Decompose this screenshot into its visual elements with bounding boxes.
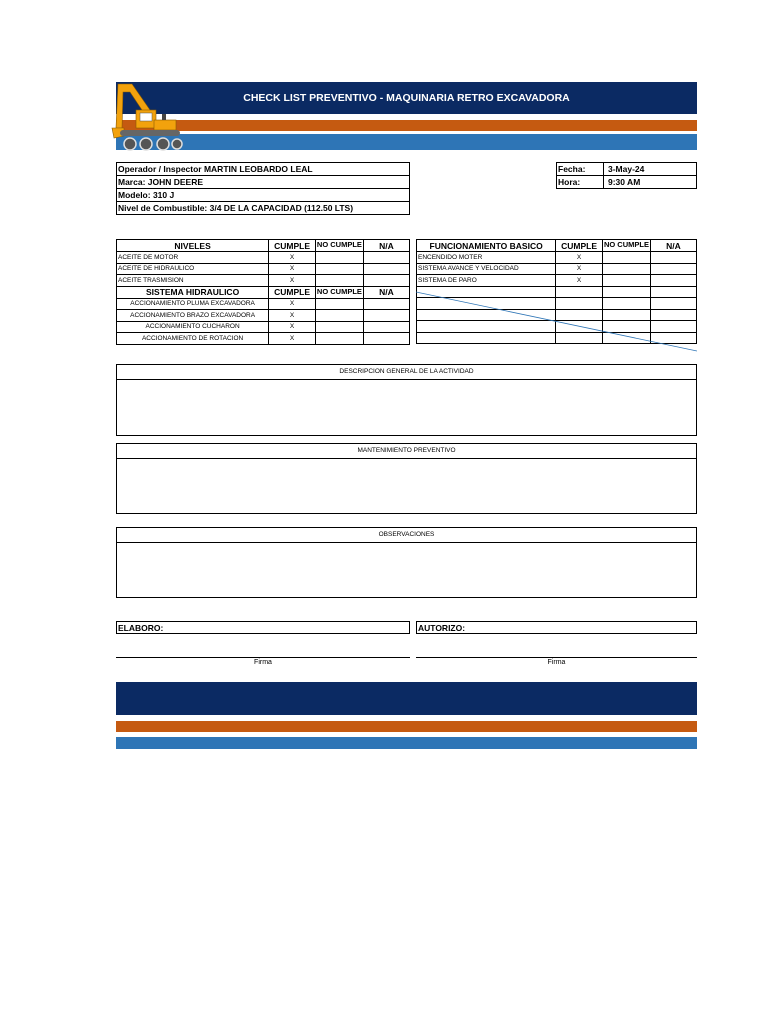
cumple-cell: X (269, 275, 316, 287)
firma-label-left: Firma (254, 659, 272, 666)
no-cumple-cell (315, 321, 363, 333)
date-value: 3-May-24 (604, 163, 697, 176)
row-label: ACEITE DE HIDRAULICO (117, 263, 269, 275)
row-label: SISTEMA AVANCE Y VELOCIDAD (417, 263, 556, 275)
row-label: ACEITE DE MOTOR (117, 252, 269, 264)
table-row (417, 263, 697, 275)
brand-field: Marca: JOHN DEERE (117, 176, 410, 189)
row-label: ACCIONAMIENTO PLUMA EXCAVADORA (117, 298, 269, 310)
row-label: ACCIONAMIENTO DE ROTACION (117, 333, 269, 345)
row-label: ACCIONAMIENTO CUCHARON (117, 321, 269, 333)
time-value: 9:30 AM (604, 176, 697, 189)
operator-field: Operador / Inspector MARTIN LEOBARDO LEAL (117, 163, 410, 176)
cumple-cell: X (556, 263, 603, 275)
col-cumple: CUMPLE (269, 286, 316, 298)
firma-label-right: Firma (547, 659, 566, 666)
cumple-cell: X (556, 275, 603, 287)
model-field: Modelo: 310 J (117, 189, 410, 202)
mantenimiento-heading: MANTENIMIENTO PREVENTIVO (117, 444, 696, 459)
table-row (417, 275, 697, 287)
cumple-cell: X (269, 263, 316, 275)
no-cumple-cell (315, 310, 363, 322)
na-cell (363, 298, 409, 310)
na-cell (650, 275, 696, 287)
table-row (117, 263, 410, 275)
fuel-level-field: Nivel de Combustible: 3/4 DE LA CAPACIDAD (112.50 LTS) (117, 202, 410, 215)
descripcion-box (116, 364, 697, 436)
date-label: Fecha: (557, 163, 604, 176)
na-cell (650, 252, 696, 264)
header-orange-stripe (116, 120, 697, 131)
row-label: ACEITE TRASMISION (117, 275, 269, 287)
observaciones-box (116, 527, 697, 598)
mantenimiento-box (116, 443, 697, 514)
row-label: SISTEMA DE PARO (417, 275, 556, 287)
na-cell (363, 275, 409, 287)
table-row (117, 275, 410, 287)
footer-blue-stripe (116, 737, 697, 749)
table-row (117, 252, 410, 264)
funcionamiento-title: FUNCIONAMIENTO BASICO (417, 240, 556, 252)
cumple-cell: X (556, 252, 603, 264)
na-cell (363, 333, 409, 345)
na-cell (363, 321, 409, 333)
table-row (417, 252, 697, 264)
empty-area-strike-line (416, 291, 697, 353)
footer-navy-band (116, 682, 697, 715)
row-label: ACCIONAMIENTO BRAZO EXCAVADORA (117, 310, 269, 322)
col-na: N/A (650, 240, 696, 252)
cumple-cell: X (269, 321, 316, 333)
row-label: ENCENDIDO MOTER (417, 252, 556, 264)
na-cell (363, 252, 409, 264)
footer-orange-stripe (116, 721, 697, 732)
operator-info-table (116, 162, 410, 215)
firma-line-left (116, 657, 410, 658)
cumple-cell: X (269, 333, 316, 345)
col-no-cumple: NO CUMPLE (602, 240, 650, 252)
time-label: Hora: (557, 176, 604, 189)
niveles-table (116, 239, 410, 345)
table-row (117, 321, 410, 333)
excavator-icon (108, 80, 184, 152)
na-cell (650, 263, 696, 275)
hidraulico-title: SISTEMA HIDRAULICO (117, 286, 269, 298)
no-cumple-cell (315, 275, 363, 287)
no-cumple-cell (315, 298, 363, 310)
col-cumple: CUMPLE (269, 240, 316, 252)
page-title: CHECK LIST PREVENTIVO - MAQUINARIA RETRO EXCAVADORA (243, 92, 570, 104)
header-blue-stripe (116, 134, 697, 150)
firma-line-right (416, 657, 697, 658)
cumple-cell: X (269, 252, 316, 264)
na-cell (363, 310, 409, 322)
col-cumple: CUMPLE (556, 240, 603, 252)
table-row (117, 310, 410, 322)
cumple-cell: X (269, 298, 316, 310)
descripcion-heading: DESCRIPCION GENERAL DE LA ACTIVIDAD (117, 365, 696, 380)
col-na: N/A (363, 240, 409, 252)
no-cumple-cell (602, 252, 650, 264)
table-row (117, 333, 410, 345)
cumple-cell: X (269, 310, 316, 322)
no-cumple-cell (602, 275, 650, 287)
no-cumple-cell (315, 252, 363, 264)
autorizo-field: AUTORIZO: (416, 621, 697, 634)
no-cumple-cell (315, 333, 363, 345)
no-cumple-cell (602, 263, 650, 275)
niveles-title: NIVELES (117, 240, 269, 252)
col-no-cumple: NO CUMPLE (315, 286, 363, 298)
observaciones-heading: OBSERVACIONES (117, 528, 696, 543)
elaboro-field: ELABORO: (116, 621, 410, 634)
col-no-cumple: NO CUMPLE (315, 240, 363, 252)
header-title-bar (116, 82, 697, 114)
no-cumple-cell (315, 263, 363, 275)
col-na: N/A (363, 286, 409, 298)
na-cell (363, 263, 409, 275)
date-time-table (556, 162, 697, 189)
table-row (117, 298, 410, 310)
